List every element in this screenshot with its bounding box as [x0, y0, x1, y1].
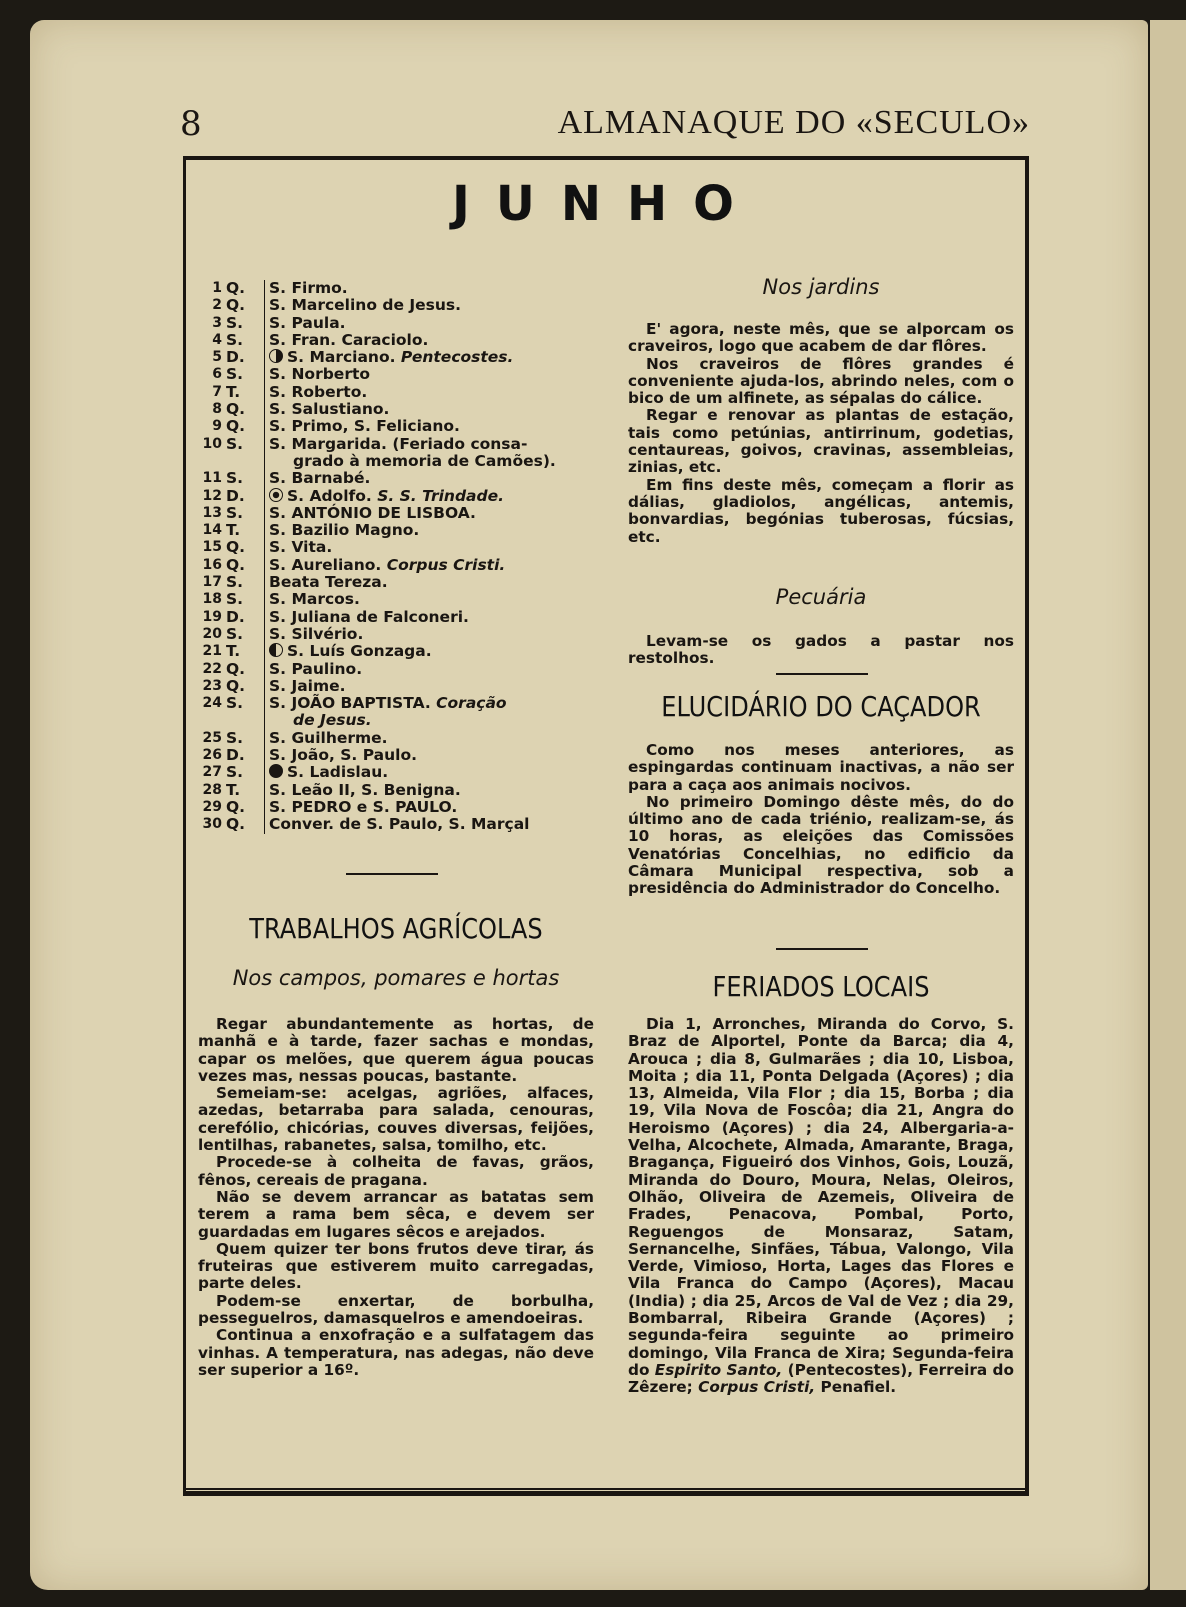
day-number: 27 [202, 764, 222, 781]
calendar-row [198, 297, 598, 314]
moon-phase-icon [269, 764, 283, 778]
saint-entry [269, 315, 598, 332]
day-number: 21 [202, 643, 222, 660]
saint-entry [269, 799, 598, 816]
saint-entry [269, 661, 598, 678]
saint-entry [269, 349, 598, 366]
feast-text: Pentecostes. [400, 348, 514, 367]
pecuaria-title: Pecuária [775, 585, 867, 609]
saint-text: S. Margarida. (Feriado consa- [269, 434, 528, 453]
day-number: 29 [202, 798, 222, 815]
moon-phase-icon [269, 643, 283, 657]
saint-entry [269, 747, 598, 764]
weekday: T. [222, 384, 265, 401]
day-number: 3 [212, 314, 222, 331]
saint-text: S. PEDRO e S. PAULO. [269, 797, 458, 816]
saint-entry [269, 695, 598, 712]
moon-phase-icon [269, 349, 283, 363]
calendar-row [198, 453, 598, 470]
saint-text: S. Vita. [269, 538, 333, 557]
saint-text: S. Paulino. [269, 659, 363, 678]
saint-entry [269, 678, 598, 695]
day-number: 13 [202, 504, 222, 521]
saint-text: S. Jaime. [269, 676, 346, 695]
cacador-body [628, 742, 1014, 898]
day-number: 1 [212, 280, 222, 296]
weekday: D. [222, 488, 265, 505]
jardins-body [628, 321, 1014, 546]
saint-text: S. Fran. Caraciolo. [269, 330, 429, 349]
agricola-paragraph: Podem-se enxertar, de borbulha, pesseguelros, damasquelros e amendoeiras. [198, 1291, 594, 1328]
saint-text: S. Firmo. [269, 279, 348, 297]
weekday: Q. [222, 678, 265, 695]
month-title: JUNHO [452, 176, 760, 232]
calendar-row [198, 280, 598, 297]
weekday: S. [222, 574, 265, 591]
next-page-edge [1150, 20, 1186, 1590]
day-number: 10 [202, 435, 222, 452]
saint-entry [269, 591, 598, 608]
saint-entry [269, 782, 598, 799]
calendar-list [198, 280, 598, 834]
weekday: S. [222, 470, 265, 487]
calendar-row [198, 557, 598, 574]
day-number: 18 [202, 591, 222, 608]
day-number: 12 [202, 487, 222, 504]
weekday: S. [222, 436, 265, 453]
saint-entry [269, 557, 598, 574]
feriados-body [628, 1016, 1014, 1397]
separator-rule [776, 948, 868, 950]
saint-text: grado à memoria de Camões). [293, 451, 556, 470]
calendar-row [198, 505, 598, 522]
calendar-row [198, 747, 598, 764]
calendar-row [198, 470, 598, 487]
day-number [198, 453, 222, 470]
saint-entry [269, 418, 598, 435]
saint-entry [269, 522, 598, 539]
calendar-row [198, 315, 598, 332]
saint-entry [269, 609, 598, 626]
bottom-rule [183, 1488, 1029, 1493]
calendar-row [198, 816, 598, 833]
saint-entry [269, 470, 598, 487]
saint-text: S. Guilherme. [269, 728, 388, 747]
feriados-text: Dia 1, Arronches, Miranda do Corvo, S. Braz de Alportel, Ponte da Barca; dia 4, Arouca ; dia 8, Gulmarães ; dia 10, Lisboa, Moita ; dia 11, Ponta Delgada (Açores) ; dia 13, Almeida, Vila Flor ; dia 15, Borba ; dia 19, Vila Nova de Foscôa; dia 21, Angra do Heroismo (Açores) ; dia 24, Albergaria-a-Velha, Alcochete, Almada, Amarante, Braga, Bragança, Figueiró dos Vinhos, Gois, Louzã, Miranda do Douro, Moura, Nelas, Oleiros, Olhão, Oliveira de Azemeis, Oliveira de Frades, Penacova, Pombal, Porto, Reguengos de Monsaraz, Satam, Sernancelhe, Sinfães, Tábua, Valongo, Vila Verde, Vimioso, Horta, Lages das Flores e Vila Franca do Campo (Açores), Macau (India) ; dia 25, Arcos de Val de Vez ; dia 29, Bombarral, Ribeira Grande (Açores) ; segunda-feira seguinte ao primeiro domingo, Vila Franca de Xira; Segunda-feira do [628, 1015, 1014, 1379]
jardins-paragraph: Em fins deste mês, começam a florir as dálias, gladiolos, angélicas, antemis, bonvardias, begónias tuberosas, fúcsias, etc. [628, 475, 1014, 546]
agricola-paragraph: Semeiam-se: acelgas, agriões, alfaces, azedas, betarraba para salada, cenouras, cerefólio, chicórias, couves diversas, feijões, lentilhas, rabanetes, salsa, tomilho, etc. [198, 1084, 594, 1155]
saint-text: S. Primo, S. Feliciano. [269, 417, 460, 436]
saint-text: S. Juliana de Falconeri. [269, 607, 469, 626]
saint-entry [269, 401, 598, 418]
separator-rule [776, 673, 868, 675]
day-number: 23 [202, 677, 222, 694]
saint-entry [269, 488, 598, 505]
calendar-row [198, 661, 598, 678]
weekday: S. [222, 730, 265, 747]
day-number: 28 [202, 781, 222, 798]
weekday: S. [222, 315, 265, 332]
weekday: T. [222, 782, 265, 799]
running-title: ALMANAQUE DO «SECULO» [557, 104, 1030, 141]
saint-text: S. Ladislau. [287, 763, 389, 782]
weekday: S. [222, 591, 265, 608]
feast-text: Corpus Cristi. [386, 555, 506, 574]
calendar-row [198, 522, 598, 539]
weekday: Q. [222, 401, 265, 418]
agricola-paragraph: Procede-se à colheita de favas, grãos, fênos, cereais de pragana. [198, 1153, 594, 1189]
saint-text: S. Barnabé. [269, 469, 371, 488]
day-number: 6 [212, 366, 222, 383]
weekday: D. [222, 747, 265, 764]
saint-text: S. Silvério. [269, 624, 364, 643]
saint-entry [269, 436, 598, 453]
agricola-title: TRABALHOS AGRÍCOLAS [249, 912, 543, 945]
saint-entry [269, 730, 598, 747]
day-number: 14 [202, 522, 222, 539]
day-number: 7 [212, 383, 222, 400]
day-number: 26 [202, 747, 222, 764]
agricola-paragraph: Continua a enxofração e a sulfatagem das vinhas. A temperatura, nas adegas, não deve ser superior a 16º. [198, 1326, 594, 1379]
saint-entry [269, 764, 598, 781]
agricola-paragraph: Quem quizer ter bons frutos deve tirar, ás fruteiras que estiverem muito carregadas, parte deles. [198, 1239, 594, 1293]
jardins-paragraph: Nos craveiros de flôres grandes é conveniente ajuda-los, abrindo neles, com o bico de um alfinete, as sépalas do cálice. [628, 354, 1014, 408]
day-number: 16 [202, 556, 222, 573]
feriados-text: (Pentecostes), Ferreira do Zêzere; [628, 1360, 1014, 1397]
cacador-paragraph: No primeiro Domingo dêste mês, do do último ano de cada triénio, realizam-se, ás 10 horas, as eleições das Comissões Venatórias Concelhias, no edificio da Câmara Municipal respectiva, sob a presidência do Administrador do Concelho. [628, 792, 1014, 898]
separator-rule [346, 873, 438, 875]
calendar-row [198, 626, 598, 643]
weekday: S. [222, 332, 265, 349]
calendar-row [198, 539, 598, 556]
weekday: S. [222, 366, 265, 383]
saint-text: S. Paula. [269, 313, 346, 332]
saint-text: S. Adolfo. [287, 486, 378, 505]
day-number: 22 [202, 660, 222, 677]
weekday: S. [222, 505, 265, 522]
saint-entry [269, 574, 598, 591]
saint-entry [269, 505, 598, 522]
calendar-row [198, 678, 598, 695]
day-number: 24 [202, 695, 222, 712]
agricola-paragraph: Regar abundantemente as hortas, de manhã e à tarde, fazer sachas e mondas, capar os melões, que querem água poucas vezes mas, nessas poucas, bastante. [198, 1015, 594, 1085]
calendar-row [198, 384, 598, 401]
weekday: S. [222, 695, 265, 712]
calendar-row [198, 366, 598, 383]
calendar-row [198, 730, 598, 747]
pecuaria-body [628, 633, 1014, 668]
feast-text: de Jesus. [293, 711, 372, 730]
calendar-row [198, 591, 598, 608]
day-number: 2 [212, 297, 222, 314]
jardins-title: Nos jardins [762, 275, 880, 299]
feast-text: S. S. Trindade. [377, 486, 504, 505]
agricola-subtitle: Nos campos, pomares e hortas [232, 966, 560, 990]
agricola-paragraph: Não se devem arrancar as batatas sem terem a rama bem sêca, e devem ser guardadas em lugares sêcos e arejados. [198, 1187, 594, 1241]
saint-entry [269, 453, 598, 470]
saint-entry [269, 366, 598, 383]
saint-entry [269, 297, 598, 314]
calendar-row [198, 764, 598, 781]
weekday: S. [222, 764, 265, 781]
saint-text: S. Roberto. [269, 382, 368, 401]
weekday [222, 712, 265, 729]
day-number: 30 [202, 816, 222, 833]
saint-entry [269, 712, 598, 729]
saint-entry [269, 332, 598, 349]
calendar-row [198, 574, 598, 591]
saint-text: S. JOÃO BAPTISTA. [269, 694, 437, 713]
day-number: 20 [202, 625, 222, 642]
saint-text: S. Marcos. [269, 590, 360, 609]
saint-text: Beata Tereza. [269, 573, 388, 592]
calendar-row [198, 782, 598, 799]
cacador-title: ELUCIDÁRIO DO CAÇADOR [661, 690, 981, 723]
feriados-text-italic: Corpus Cristi, [698, 1378, 816, 1397]
saint-text: S. ANTÓNIO DE LISBOA. [269, 503, 476, 522]
day-number: 11 [202, 470, 222, 487]
day-number: 25 [202, 729, 222, 746]
saint-entry [269, 626, 598, 643]
saint-text: Conver. de S. Paulo, S. Marçal [269, 815, 530, 834]
calendar-row [198, 418, 598, 435]
saint-text: S. João, S. Paulo. [269, 746, 417, 765]
weekday: T. [222, 643, 265, 660]
day-number: 4 [212, 331, 222, 348]
weekday: D. [222, 609, 265, 626]
calendar-row [198, 799, 598, 816]
saint-text: S. Salustiano. [269, 400, 390, 419]
weekday: S. [222, 626, 265, 643]
weekday: Q. [222, 557, 265, 574]
feriados-text-italic: Espirito Santo, [654, 1360, 783, 1379]
weekday: Q. [222, 280, 265, 297]
weekday: Q. [222, 539, 265, 556]
calendar-row [198, 695, 598, 712]
weekday: D. [222, 349, 265, 366]
saint-entry [269, 539, 598, 556]
day-number: 19 [202, 608, 222, 625]
saint-text: S. Bazilio Magno. [269, 521, 420, 540]
saint-entry [269, 816, 598, 833]
weekday: Q. [222, 297, 265, 314]
day-number [198, 712, 222, 729]
feriados-title: FERIADOS LOCAIS [712, 970, 930, 1003]
saint-text: S. Luís Gonzaga. [287, 642, 432, 661]
saint-entry [269, 643, 598, 660]
weekday: Q. [222, 418, 265, 435]
calendar-row [198, 488, 598, 505]
saint-text: S. Leão II, S. Benigna. [269, 780, 461, 799]
jardins-paragraph: Regar e renovar as plantas de estação, tais como petúnias, antirrinum, godetias, centaureas, goivos, cravinas, assembleias, zinias, etc. [628, 406, 1014, 477]
saint-entry [269, 280, 598, 297]
day-number: 5 [212, 349, 222, 366]
saint-entry [269, 384, 598, 401]
calendar-row [198, 712, 598, 729]
feriados-text: Penafiel. [815, 1378, 897, 1397]
day-number: 17 [202, 574, 222, 591]
saint-text: S. Marciano. [287, 348, 401, 367]
page-header [180, 104, 1030, 150]
day-number: 15 [202, 539, 222, 556]
saint-text: S. Aureliano. [269, 555, 387, 574]
pecuaria-paragraph: Levam-se os gados a pastar nos restolhos. [628, 632, 1014, 668]
feast-text: Coração [436, 694, 507, 713]
calendar-row [198, 349, 598, 366]
weekday [222, 453, 265, 470]
agricola-body [198, 1016, 594, 1379]
weekday: T. [222, 522, 265, 539]
saint-text: S. Norberto [269, 365, 371, 384]
jardins-paragraph: E' agora, neste mês, que se alporcam os craveiros, logo que acabem de dar flôres. [628, 320, 1014, 356]
cacador-paragraph: Como nos meses anteriores, as espingardas continuam inactivas, a não ser para a caça aos animais nocivos. [628, 741, 1014, 794]
saint-text: S. Marcelino de Jesus. [269, 296, 462, 315]
calendar-row [198, 643, 598, 660]
day-number: 8 [212, 401, 222, 418]
weekday: Q. [222, 816, 265, 833]
moon-phase-icon [269, 488, 283, 502]
weekday: Q. [222, 799, 265, 816]
page-number: 8 [180, 104, 202, 144]
day-number: 9 [212, 418, 222, 435]
weekday: Q. [222, 661, 265, 678]
calendar-row [198, 609, 598, 626]
calendar-row [198, 401, 598, 418]
calendar-row [198, 436, 598, 453]
calendar-row [198, 332, 598, 349]
